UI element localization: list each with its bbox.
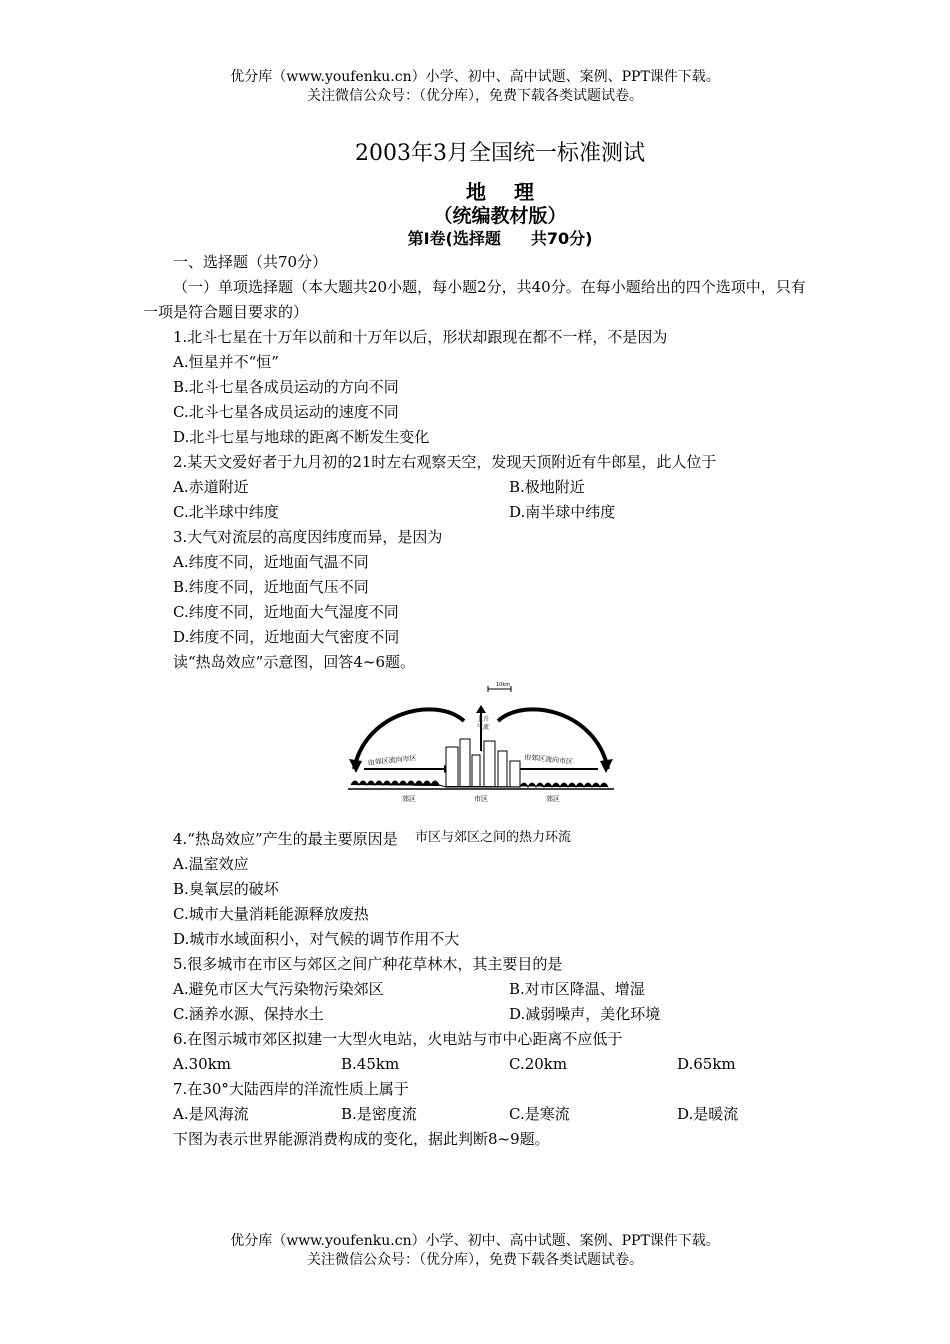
right-arc-arrowhead <box>600 759 613 773</box>
q1-option-a: A.恒星并不“恒” <box>173 353 279 371</box>
q7-option-a: A.是风海流 <box>173 1105 249 1123</box>
city-buildings <box>446 739 520 787</box>
q4-option-d: D.城市水域面积小，对气候的调节作用不大 <box>173 930 460 948</box>
heat-island-diagram <box>346 681 616 811</box>
rising-air-arrowhead <box>476 705 486 713</box>
q7-stem: 7.在30°大陆西岸的洋流性质上属于 <box>173 1080 409 1098</box>
q2-option-d: D.南半球中纬度 <box>509 503 616 521</box>
q1-stem: 1.北斗七星在十万年以前和十万年以后，形状却跟现在都不一样，不是因为 <box>173 328 668 346</box>
q4-option-b: B.臭氧层的破坏 <box>173 880 279 898</box>
q6-option-d: D.65km <box>677 1055 736 1073</box>
rising-label-2: 气流 <box>477 724 490 731</box>
footer-line-1: 优分库（www.youfenku.cn）小学、初中、高中试题、案例、PPT课件下载。 <box>230 1233 720 1249</box>
q5-stem: 5.很多城市在市区与郊区之间广种花草林木，其主要目的是 <box>173 955 563 973</box>
q3-option-b: B.纬度不同，近地面气压不同 <box>173 578 369 596</box>
exam-body <box>143 250 813 1152</box>
q5-option-c: C.涵养水源、保持水土 <box>173 1005 324 1023</box>
left-flow-label: 由郊区流向市区 <box>367 753 417 767</box>
volume-label: 第Ⅰ卷(选择题 <box>407 229 501 248</box>
right-flow-label: 由郊区流向市区 <box>523 753 574 767</box>
q5-option-a: A.避免市区大气污染物污染郊区 <box>173 980 384 998</box>
q5-option-b: B.对市区降温、增湿 <box>509 980 645 998</box>
q7-option-d: D.是暖流 <box>677 1105 739 1123</box>
q4-option-a: A.温室效应 <box>173 855 249 873</box>
q1-option-d: D.北斗七星与地球的距离不断发生变化 <box>173 428 430 446</box>
header-line-1: 优分库（www.youfenku.cn）小学、初中、高中试题、案例、PPT课件下载。 <box>230 69 720 85</box>
q5-options-row-2 <box>143 1002 813 1027</box>
q3-stem: 3.大气对流层的高度因纬度而异，是因为 <box>173 528 443 546</box>
exam-edition: （统编教材版） <box>433 205 567 227</box>
volume-score: 共70分) <box>530 229 593 248</box>
section-heading: 一、选择题（共70分） <box>173 253 328 271</box>
q1-option-c: C.北斗七星各成员运动的速度不同 <box>173 403 399 421</box>
q2-option-b: B.极地附近 <box>509 478 585 496</box>
exam-volume <box>0 226 950 249</box>
q6-option-b: B.45km <box>341 1055 400 1073</box>
page-header <box>0 68 950 106</box>
subject-char-2: 理 <box>514 180 534 204</box>
exam-title: 2003年3月全国统一标准测试 <box>355 141 645 166</box>
q2-stem: 2.某天文爱好者于九月初的21时左右观察天空，发现天顶附近有牛郎星，此人位于 <box>173 453 717 471</box>
intro-8-9: 下图为表示世界能源消费构成的变化，据此判断8~9题。 <box>173 1130 550 1148</box>
q2-option-c: C.北半球中纬度 <box>173 503 279 521</box>
q2-options-row-1 <box>143 475 813 500</box>
suburb-left-label: 郊区 <box>402 795 416 803</box>
city-label: 市区 <box>474 795 488 803</box>
q6-options-row <box>143 1052 813 1077</box>
scale-label: 10km <box>496 682 511 688</box>
q6-option-c: C.20km <box>509 1055 568 1073</box>
section-sub-heading: （一）单项选择题（本大题共20小题，每小题2分，共40分。在每小题给出的四个选项中，只有一项是符合题目要求的） <box>143 278 806 321</box>
figure-caption: 市区与郊区之间的热力环流 <box>414 830 571 845</box>
rising-label-1: 上升 <box>477 716 490 723</box>
suburb-right-label: 郊区 <box>546 795 560 803</box>
q3-option-a: A.纬度不同，近地面气温不同 <box>173 553 369 571</box>
q3-option-d: D.纬度不同，近地面大气密度不同 <box>173 628 400 646</box>
q7-options-row <box>143 1102 813 1127</box>
q6-stem: 6.在图示城市郊区拟建一大型火电站，火电站与市中心距离不应低于 <box>173 1030 623 1048</box>
q4-option-c: C.城市大量消耗能源释放废热 <box>173 905 369 923</box>
q3-option-c: C.纬度不同，近地面大气湿度不同 <box>173 603 399 621</box>
q4-stem: 4.“热岛效应”产生的最主要原因是 <box>173 830 398 848</box>
footer-line-2: 关注微信公众号：（优分库），免费下载各类试题试卷。 <box>307 1252 643 1268</box>
q7-option-c: C.是寒流 <box>509 1105 570 1123</box>
q5-option-d: D.减弱噪声，美化环境 <box>509 1005 661 1023</box>
left-arc-arrowhead <box>349 759 362 773</box>
q6-option-a: A.30km <box>173 1055 232 1073</box>
q1-option-b: B.北斗七星各成员运动的方向不同 <box>173 378 399 396</box>
q5-options-row-1 <box>143 977 813 1002</box>
header-line-2: 关注微信公众号：（优分库），免费下载各类试题试卷。 <box>307 88 643 104</box>
page-footer <box>0 1232 950 1270</box>
subject-char-1: 地 <box>466 180 486 204</box>
q2-options-row-2 <box>143 500 813 525</box>
q7-option-b: B.是密度流 <box>341 1105 417 1123</box>
q2-option-a: A.赤道附近 <box>173 478 249 496</box>
intro-4-6: 读“热岛效应”示意图，回答4~6题。 <box>173 653 415 671</box>
